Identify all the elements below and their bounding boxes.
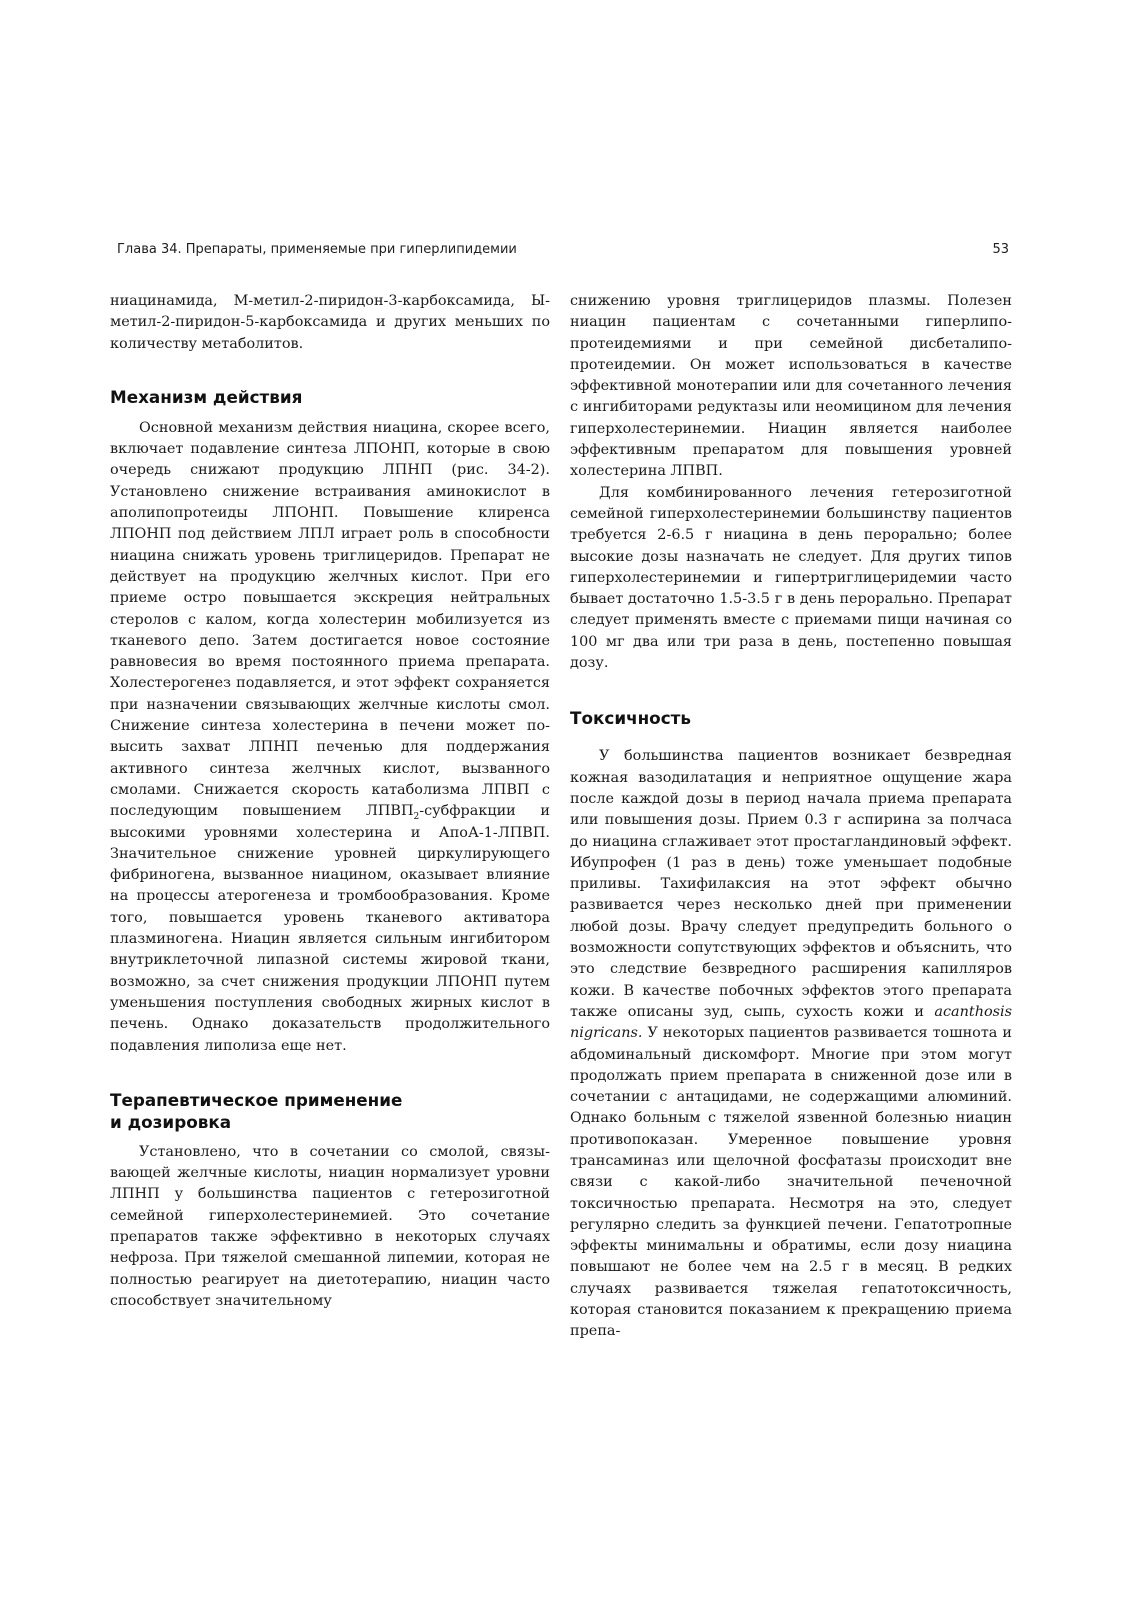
toxicity-text-part1: У большинства пациентов возникает безвредная кожная вазодилатация и неприятное ощущение жара после каждой дозы в период начала приема препарата или повышения дозы. Прием 0.3 г аспирина за полчаса до ниацина сглаживает этот простагландиновый эффект. Ибупрофен (1 раз в день) тоже уменьшает подобные приливы. Тахифилаксия на этот эффект обычно развивается через несколько дней при применении любой дозы. Врачу следует предупредить больного о возможности сопутствующих эффектов и объяснить, что это следствие безвредного расширения капилляров кожи. В качестве побочных эффектов этого препарата также описаны зуд, сыпь, сухость кожи и xyxy=(570,748,1012,1020)
right-column xyxy=(570,291,1012,1343)
mechanism-paragraph xyxy=(110,418,550,1057)
dosage-paragraph: Для комбинированного лечения гетерозиготной семейной гиперхолестеринемии большинству пациентов требуется 2-6.5 г ниацина в день перорально; более высокие дозы назначать не следует. Для других типов гиперхолестеринемии и гипертриглицеридемии часто бывает достаточно 1.5-3.5 г в день перорально. Препарат следует применять вместе с приемами пищи начиная со 100 мг два или три раза в день, постепенно повышая дозу. xyxy=(570,484,1012,672)
section-heading-mechanism: Механизм действия xyxy=(110,386,303,407)
toxicity-italic-term: acanthosis nigricans. xyxy=(570,1003,1012,1042)
toxicity-text-part2: У некоторых пациентов развивается тошнота и абдоминальный дискомфорт. Многие при этом могут продолжать прием препарата в сниженной дозе или в сочетании с антацидами, не содержащими алюминий. Однако больным с тяжелой язвенной болезнью ниацин противопоказан. Умеренное повышение уровня трансаминаз или щелочной фосфатазы происходит вне связи с какой-либо значительной печеночной токсичностью препарата. Несмотря на это, следует регулярно следить за функцией печени. Гепатотропные эффекты минимальны и обратимы, если дозу ниацина повышают не более чем на 2.5 г в месяц. В редких случаях развивается тяжелая гепатотоксичность, которая становится показанием к прекращению приема препа- xyxy=(570,1025,1012,1340)
left-column xyxy=(110,291,550,1312)
intro-paragraph: ниацинамида, М-метил-2-пиридон-3-карбоксамида, Ы-метил-2-пиридон-5-карбоксамида и других меньших по количеству метаболитов. xyxy=(110,293,550,352)
page-number: 53 xyxy=(992,242,1009,257)
running-header xyxy=(117,242,1009,264)
mechanism-text-part1: Основной механизм действия ниацина, скорее всего, включает подавление синтеза ЛПОНП, которые в свою очередь снижают продукцию ЛПНП (рис. 34-2). Установлено снижение встраивания аминокислот в аполипопротеиды ЛПОНП. Повышение клиренса ЛПОНП под действием ЛПЛ играет роль в способности ниацина снижать уровень триглицеридов. Препарат не действует на продукцию желчных кислот. При его приеме остро повышается экскреция нейтральных стеролов с калом, когда холестерин мобилизуется из тканевого депо. Затем достигается новое состояние равновесия во время постоянного приема препарата. Холестерогенез подавляется, и этот эффект сохраняется при назначении связывающих желчные кислоты смол. Снижение синтеза холестерина в печени может повысить захват ЛПНП печенью для поддержания активного синтеза желчных кислот, вызванного смолами. Снижается скорость катаболизма ЛПВП с последующим повышением ЛПВП xyxy=(110,419,550,820)
mechanism-text-part2: -субфракции и высокими уровнями холестерина и АпоА-1-ЛПВП. Значительное снижение уровней циркулирующего фибриногена, вызванное ниацином, оказывает влияние на процессы атерогенеза и тромбообразования. Кроме того, повышается уровень тканевого активатора плазминогена. Ниацин является сильным ингибитором внутриклеточной липазной системы жировой ткани, возможно, за счет снижения продукции ЛПОНП путем уменьшения поступления свободных жирных кислот в печень. Однако доказательств продолжительного подавления липолиза еще нет. xyxy=(110,803,550,1054)
therapy-heading-line1: Терапевтическое применение xyxy=(110,1089,403,1110)
mechanism-subscript: 2 xyxy=(413,812,420,823)
therapy-continuation-paragraph: снижению уровня триглицеридов плазмы. Полезен ниацин пациентам с сочетанными гиперлипопротеидемиями и при семейной дисбеталипопротеидемии. Он может использоваться в качестве эффективной монотерапии или для сочетанного лечения с ингибиторами редуктазы или неомицином для лечения гиперхолестеринемии. Ниацин является наиболее эффективным препаратом для повышения уровней холестерина ЛПВП. xyxy=(570,293,1012,480)
chapter-title: Глава 34. Препараты, применяемые при гиперлипидемии xyxy=(117,242,517,257)
section-heading-toxicity: Токсичность xyxy=(570,708,692,729)
section-heading-therapy xyxy=(110,1089,550,1133)
toxicity-paragraph xyxy=(570,746,1012,1342)
therapy-heading-line2: и дозировка xyxy=(110,1111,232,1132)
therapy-paragraph: Установлено, что в сочетании со смолой, связывающей желчные кислоты, ниацин нормализует уровни ЛПНП у большинства пациентов с гетерозиготной семейной гиперхолестеринемией. Это сочетание препаратов также эффективно в некоторых случаях нефроза. При тяжелой смешанной липемии, которая не полностью реагирует на диетотерапию, ниацин часто способствует значительному xyxy=(110,1143,550,1309)
